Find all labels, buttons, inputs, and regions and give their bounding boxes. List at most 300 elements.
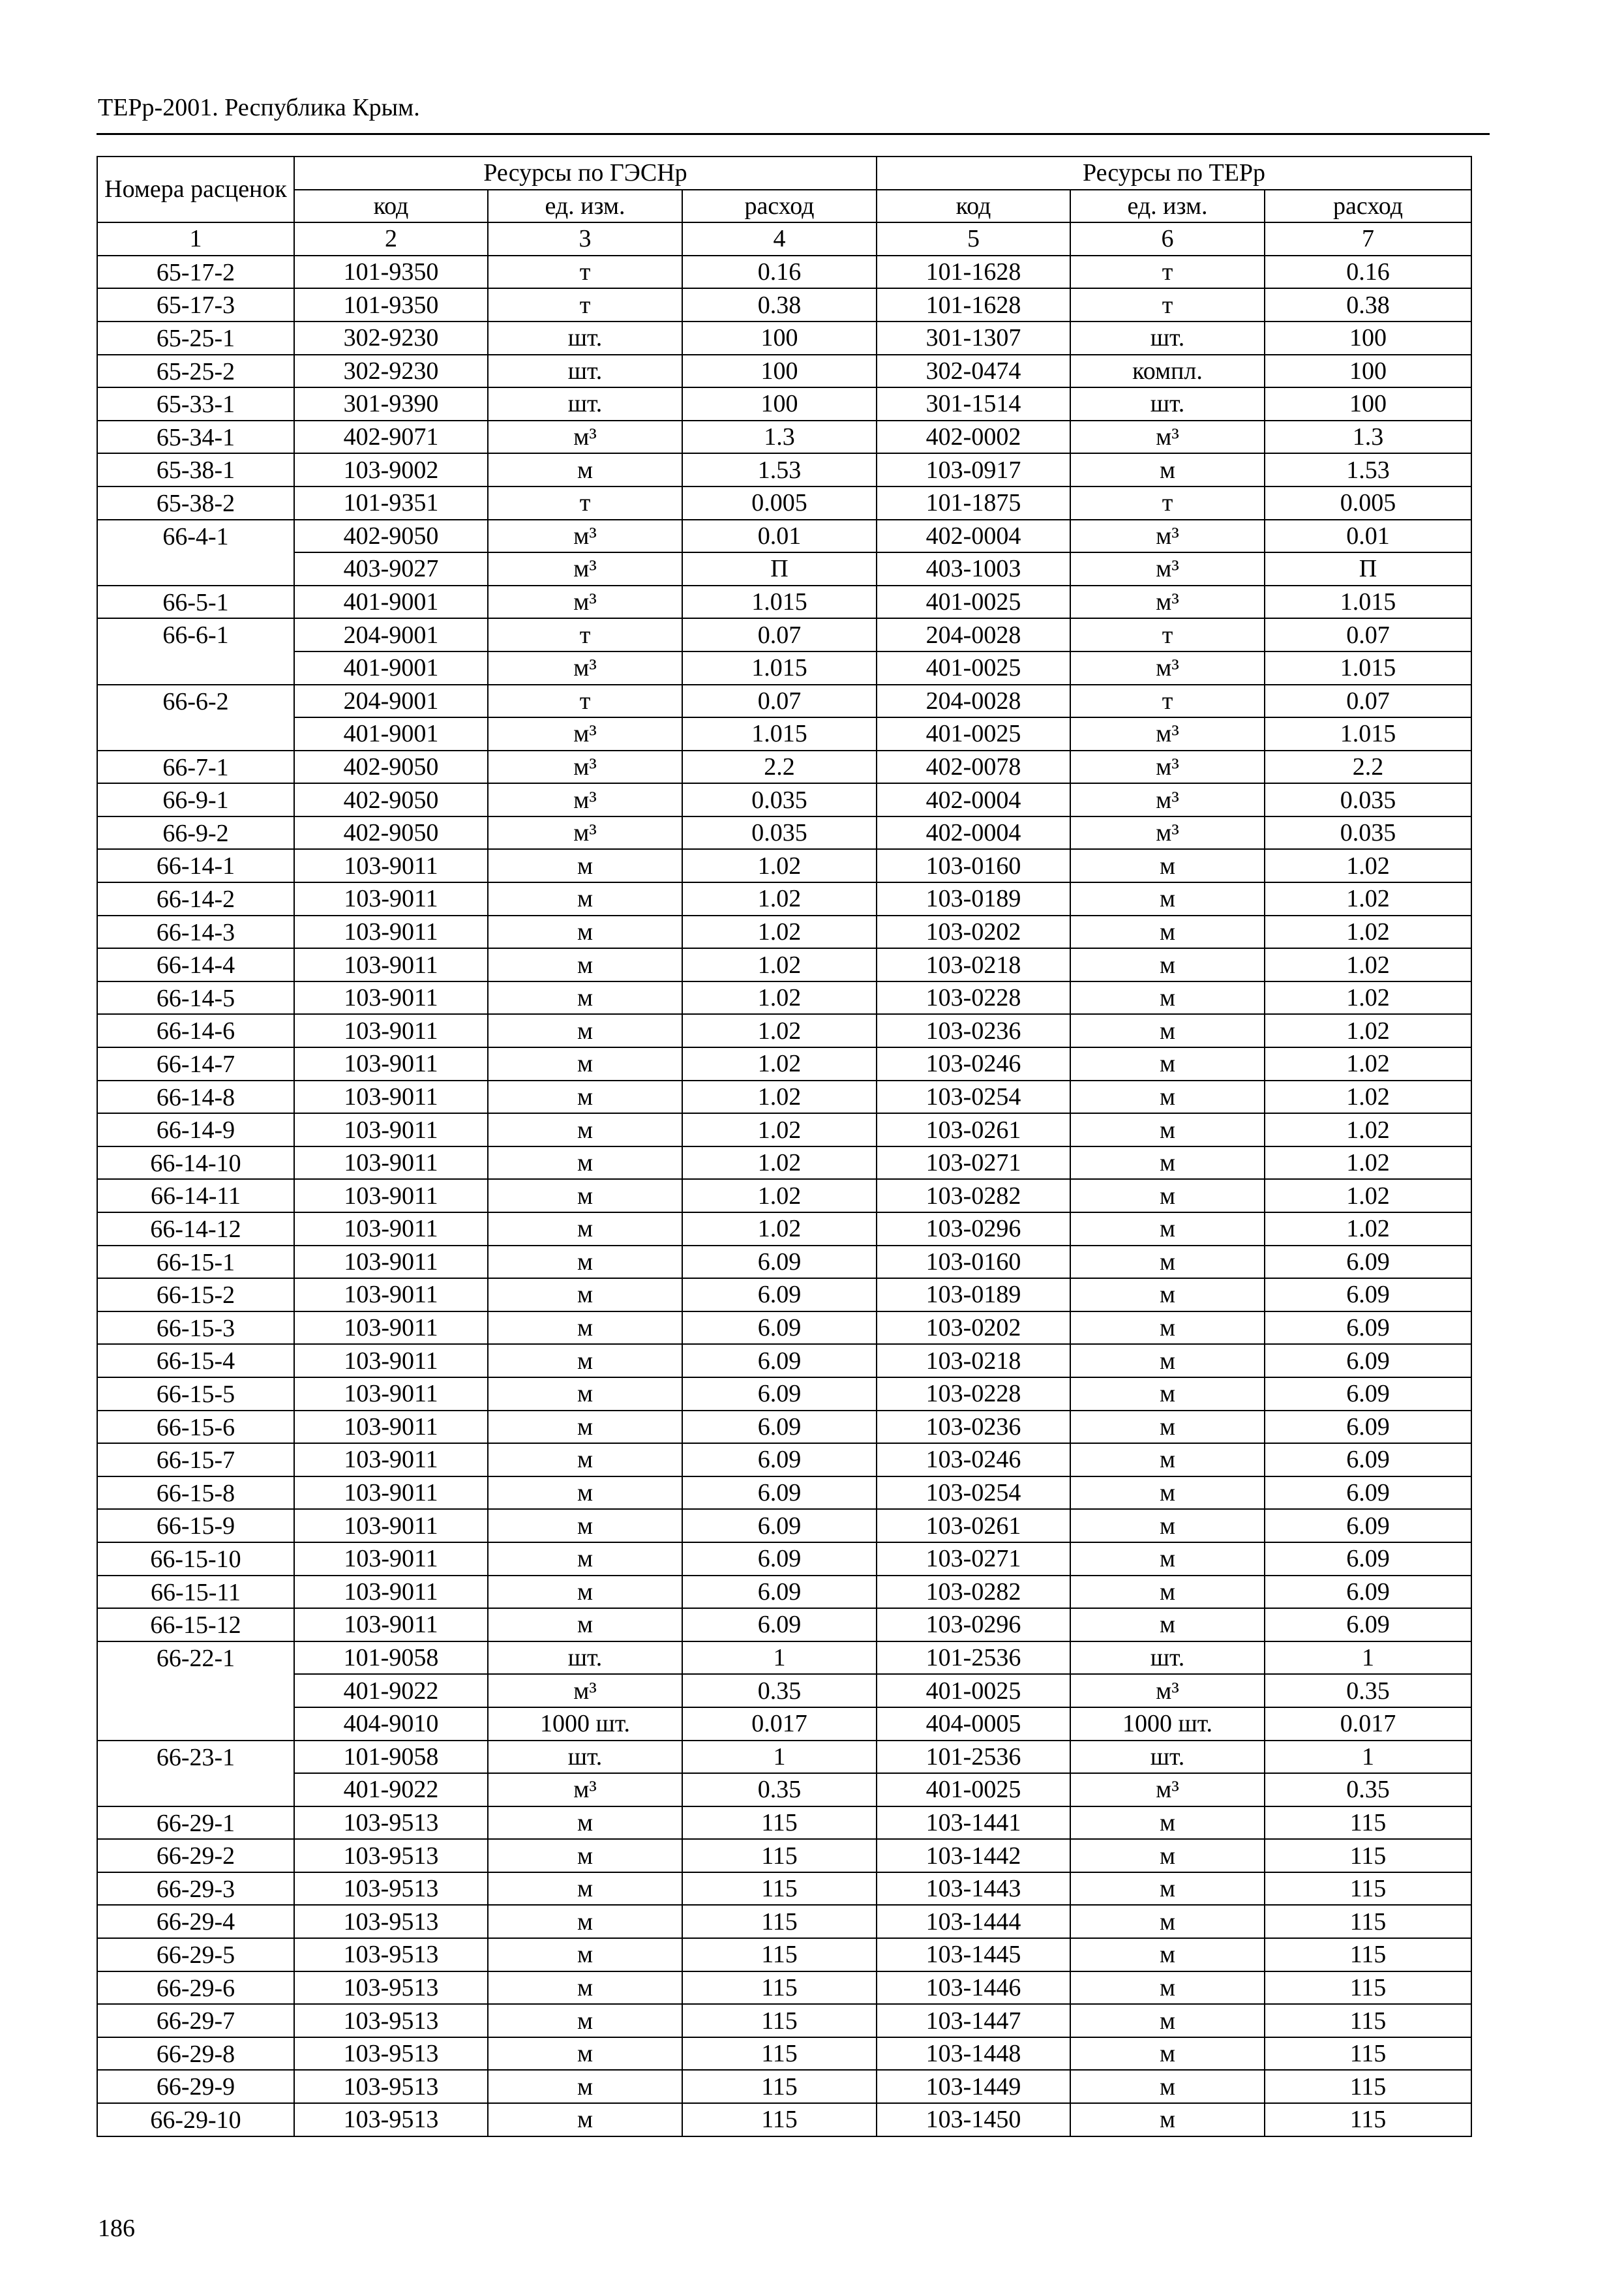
- table-row: [97, 1476, 1471, 1510]
- rate-number-cell: 66-29-2: [97, 1839, 294, 1872]
- gesn-unit-cell: м: [488, 1608, 682, 1641]
- ter-code-cell: 101-1628: [877, 288, 1070, 322]
- gesn-unit-cell: м: [488, 1278, 682, 1311]
- gesn-code-cell: 103-9513: [294, 1872, 488, 1906]
- ter-unit-cell: м³: [1070, 586, 1265, 619]
- table-head: [97, 157, 1471, 256]
- ter-code-cell: 101-1875: [877, 486, 1070, 520]
- gesn-amount-cell: 6.09: [682, 1246, 877, 1279]
- ter-code-cell: 103-0271: [877, 1542, 1070, 1576]
- gesn-amount-cell: 1: [682, 1741, 877, 1774]
- gesn-amount-cell: 1.02: [682, 849, 877, 882]
- ter-code-cell: 103-0296: [877, 1212, 1070, 1246]
- ter-unit-cell: м: [1070, 948, 1265, 981]
- ter-amount-cell: 6.09: [1265, 1509, 1471, 1542]
- document-title: ТЕРр-2001. Республика Крым.: [98, 94, 420, 121]
- ter-unit-cell: м: [1070, 1971, 1265, 2005]
- gesn-unit-cell: шт.: [488, 1641, 682, 1675]
- ter-code-cell: 101-2536: [877, 1641, 1070, 1675]
- ter-amount-cell: 1.02: [1265, 849, 1471, 882]
- ter-unit-cell: т: [1070, 256, 1265, 289]
- gesn-code-cell: 101-9350: [294, 256, 488, 289]
- gesn-unit-cell: м³: [488, 783, 682, 816]
- gesn-code-cell: 302-9230: [294, 355, 488, 388]
- ter-code-cell: 401-0025: [877, 1773, 1070, 1806]
- table-row: [97, 1377, 1471, 1411]
- gesn-amount-cell: 1.015: [682, 651, 877, 685]
- table-row: [97, 1081, 1471, 1114]
- gesn-unit-cell: м: [488, 1509, 682, 1542]
- gesn-unit-cell: т: [488, 685, 682, 718]
- gesn-unit-cell: м: [488, 849, 682, 882]
- gesn-amount-cell: 115: [682, 1971, 877, 2005]
- ter-unit-cell: м³: [1070, 1773, 1265, 1806]
- gesn-amount-cell: 6.09: [682, 1311, 877, 1345]
- rate-number-cell: 65-25-1: [97, 322, 294, 355]
- rate-number-cell: 66-14-4: [97, 948, 294, 981]
- table-row: [97, 1047, 1471, 1081]
- rate-numbers-header: Номера расценок: [97, 157, 294, 222]
- rate-number-cell: 65-17-3: [97, 288, 294, 322]
- ter-amount-cell: 6.09: [1265, 1377, 1471, 1411]
- table-row: [97, 1971, 1471, 2005]
- gesn-code-cell: 204-9001: [294, 685, 488, 718]
- ter-code-cell: 103-0296: [877, 1608, 1070, 1641]
- ter-code-cell: 401-0025: [877, 1674, 1070, 1707]
- table-row: [97, 916, 1471, 949]
- ter-unit-cell: м: [1070, 1246, 1265, 1279]
- table-row: [97, 849, 1471, 882]
- ter-amount-cell: 1.02: [1265, 948, 1471, 981]
- ter-code-cell: 103-0246: [877, 1443, 1070, 1476]
- ter-amount-cell: 115: [1265, 2070, 1471, 2103]
- ter-unit-cell: м: [1070, 981, 1265, 1015]
- table-row: [97, 1509, 1471, 1542]
- rate-number-cell: 65-34-1: [97, 421, 294, 454]
- ter-amount-cell: 0.35: [1265, 1674, 1471, 1707]
- ter-unit-cell: м: [1070, 1014, 1265, 1047]
- rate-number-cell: 66-14-10: [97, 1146, 294, 1180]
- ter-code-cell: 103-0202: [877, 1311, 1070, 1345]
- gesn-unit-cell: 1000 шт.: [488, 1707, 682, 1741]
- ter-code-cell: 103-1449: [877, 2070, 1070, 2103]
- gesn-code-cell: 103-9011: [294, 1377, 488, 1411]
- gesn-unit-cell: м: [488, 1081, 682, 1114]
- table-row: [97, 1542, 1471, 1576]
- ter-amount-cell: 1.015: [1265, 586, 1471, 619]
- gesn-unit-cell: м: [488, 1905, 682, 1938]
- ter-unit-cell: м: [1070, 1905, 1265, 1938]
- table-body: [97, 256, 1471, 2136]
- table-row: [97, 1576, 1471, 1609]
- gesn-unit-cell: м³: [488, 816, 682, 850]
- gesn-code-cell: 101-9058: [294, 1741, 488, 1774]
- table-row: [97, 1806, 1471, 1840]
- column-number: 4: [682, 222, 877, 256]
- ter-unit-cell: м: [1070, 849, 1265, 882]
- ter-unit-cell: м³: [1070, 520, 1265, 553]
- rate-number-cell: 66-15-2: [97, 1278, 294, 1311]
- gesn-unit-cell: м³: [488, 552, 682, 586]
- gesn-amount-cell: 6.09: [682, 1278, 877, 1311]
- rate-number-cell: 66-15-1: [97, 1246, 294, 1279]
- gesn-code-cell: 103-9513: [294, 2070, 488, 2103]
- table-row: [97, 2037, 1471, 2071]
- ter-unit-cell: т: [1070, 486, 1265, 520]
- ter-unit-cell: м: [1070, 1509, 1265, 1542]
- gesn-unit-cell: т: [488, 486, 682, 520]
- table-row: [97, 783, 1471, 816]
- ter-amount-cell: 1.02: [1265, 1179, 1471, 1212]
- ter-code-cell: 103-1448: [877, 2037, 1070, 2071]
- table-row: [97, 1741, 1471, 1774]
- gesn-amount-cell: 6.09: [682, 1411, 877, 1444]
- table-row: [97, 520, 1471, 553]
- column-number: 1: [97, 222, 294, 256]
- ter-code-cell: 103-0160: [877, 849, 1070, 882]
- ter-unit-cell: м³: [1070, 421, 1265, 454]
- page-number: 186: [98, 2215, 135, 2242]
- gesn-unit-cell: м³: [488, 1674, 682, 1707]
- rate-number-cell: 66-14-12: [97, 1212, 294, 1246]
- gesn-unit-cell: м: [488, 1311, 682, 1345]
- rate-number-cell: 66-14-2: [97, 882, 294, 916]
- ter-code-cell: 103-0261: [877, 1113, 1070, 1146]
- gesn-amount-cell: 115: [682, 1839, 877, 1872]
- ter-unit-cell: м: [1070, 1608, 1265, 1641]
- gesn-code-cell: 103-9011: [294, 916, 488, 949]
- gesn-unit-cell: м: [488, 1146, 682, 1180]
- gesn-resources-header: Ресурсы по ГЭСНр: [294, 157, 877, 190]
- ter-unit-cell: м: [1070, 1443, 1265, 1476]
- ter-resources-header: Ресурсы по ТЕРр: [877, 157, 1471, 190]
- table-row: [97, 1608, 1471, 1641]
- table-row: [97, 355, 1471, 388]
- rate-number-cell: 66-15-9: [97, 1509, 294, 1542]
- table-row: [97, 1872, 1471, 1906]
- gesn-amount-cell: 115: [682, 2103, 877, 2136]
- gesn-unit-cell: м³: [488, 751, 682, 784]
- ter-code-header: код: [877, 190, 1070, 223]
- ter-code-cell: 103-0236: [877, 1014, 1070, 1047]
- ter-unit-cell: м³: [1070, 552, 1265, 586]
- rate-number-cell: 66-6-2: [97, 685, 294, 751]
- ter-code-cell: 103-0917: [877, 453, 1070, 486]
- ter-amount-cell: 6.09: [1265, 1311, 1471, 1345]
- ter-amount-cell: 1.53: [1265, 453, 1471, 486]
- gesn-code-cell: 103-9513: [294, 2037, 488, 2071]
- ter-unit-cell: м: [1070, 2103, 1265, 2136]
- gesn-code-cell: 103-9513: [294, 2103, 488, 2136]
- ter-amount-cell: 2.2: [1265, 751, 1471, 784]
- gesn-amount-cell: 1.015: [682, 717, 877, 751]
- gesn-amount-cell: 100: [682, 387, 877, 421]
- gesn-unit-cell: м: [488, 1411, 682, 1444]
- ter-amount-cell: 0.01: [1265, 520, 1471, 553]
- table-row: [97, 948, 1471, 981]
- ter-unit-cell: м: [1070, 2037, 1265, 2071]
- gesn-unit-cell: т: [488, 618, 682, 651]
- gesn-amount-cell: 1.02: [682, 1047, 877, 1081]
- table-row: [97, 2004, 1471, 2037]
- ter-amount-cell: 1.02: [1265, 1113, 1471, 1146]
- ter-unit-cell: компл.: [1070, 355, 1265, 388]
- gesn-code-cell: 401-9022: [294, 1674, 488, 1707]
- table-row: [97, 256, 1471, 289]
- ter-code-cell: 103-0202: [877, 916, 1070, 949]
- rate-number-cell: 66-15-5: [97, 1377, 294, 1411]
- rate-number-cell: 66-23-1: [97, 1741, 294, 1806]
- table-row: [97, 322, 1471, 355]
- ter-amount-header: расход: [1265, 190, 1471, 223]
- gesn-unit-cell: м³: [488, 651, 682, 685]
- table-row: [97, 1179, 1471, 1212]
- gesn-unit-cell: т: [488, 288, 682, 322]
- gesn-unit-cell: м: [488, 1179, 682, 1212]
- gesn-code-cell: 103-9011: [294, 1246, 488, 1279]
- gesn-amount-cell: 6.09: [682, 1542, 877, 1576]
- gesn-amount-cell: 6.09: [682, 1608, 877, 1641]
- ter-code-cell: 103-1444: [877, 1905, 1070, 1938]
- gesn-code-cell: 101-9058: [294, 1641, 488, 1675]
- gesn-amount-cell: 1.02: [682, 1212, 877, 1246]
- gesn-amount-cell: 0.35: [682, 1674, 877, 1707]
- table-row: [97, 1113, 1471, 1146]
- gesn-amount-cell: 6.09: [682, 1443, 877, 1476]
- ter-amount-cell: 0.035: [1265, 783, 1471, 816]
- gesn-code-cell: 103-9011: [294, 1576, 488, 1609]
- gesn-amount-cell: 1.015: [682, 586, 877, 619]
- gesn-amount-cell: 115: [682, 2037, 877, 2071]
- table-row: [97, 1674, 1471, 1707]
- gesn-code-cell: 101-9350: [294, 288, 488, 322]
- ter-amount-cell: 1.02: [1265, 1014, 1471, 1047]
- ter-unit-cell: м: [1070, 1212, 1265, 1246]
- ter-unit-cell: м³: [1070, 783, 1265, 816]
- column-number: 2: [294, 222, 488, 256]
- ter-unit-cell: шт.: [1070, 387, 1265, 421]
- gesn-amount-cell: 0.035: [682, 783, 877, 816]
- gesn-code-cell: 103-9011: [294, 1443, 488, 1476]
- ter-code-cell: 101-2536: [877, 1741, 1070, 1774]
- ter-amount-cell: 0.005: [1265, 486, 1471, 520]
- gesn-amount-cell: 0.005: [682, 486, 877, 520]
- rate-number-cell: 66-22-1: [97, 1641, 294, 1741]
- gesn-unit-cell: м: [488, 1212, 682, 1246]
- rate-number-cell: 66-14-7: [97, 1047, 294, 1081]
- gesn-unit-cell: м: [488, 2004, 682, 2037]
- ter-code-cell: 402-0004: [877, 520, 1070, 553]
- ter-code-cell: 103-1445: [877, 1938, 1070, 1971]
- ter-unit-cell: м: [1070, 1872, 1265, 1906]
- table-row: [97, 816, 1471, 850]
- ter-amount-cell: 6.09: [1265, 1344, 1471, 1377]
- ter-amount-cell: 1: [1265, 1641, 1471, 1675]
- column-number: 5: [877, 222, 1070, 256]
- ter-amount-cell: 0.16: [1265, 256, 1471, 289]
- rate-number-cell: 66-5-1: [97, 586, 294, 619]
- ter-unit-cell: м: [1070, 1542, 1265, 1576]
- rate-number-cell: 66-15-11: [97, 1576, 294, 1609]
- ter-unit-cell: м: [1070, 1179, 1265, 1212]
- gesn-code-cell: 402-9050: [294, 751, 488, 784]
- table-row: [97, 2070, 1471, 2103]
- gesn-unit-cell: м³: [488, 520, 682, 553]
- gesn-amount-cell: 0.16: [682, 256, 877, 289]
- ter-code-cell: 401-0025: [877, 651, 1070, 685]
- ter-code-cell: 301-1307: [877, 322, 1070, 355]
- gesn-amount-cell: 6.09: [682, 1344, 877, 1377]
- table-row: [97, 288, 1471, 322]
- gesn-code-cell: 103-9011: [294, 1081, 488, 1114]
- table-row: [97, 651, 1471, 685]
- rate-number-cell: 66-29-6: [97, 1971, 294, 2005]
- ter-unit-cell: м³: [1070, 1674, 1265, 1707]
- table-row: [97, 1938, 1471, 1971]
- ter-code-cell: 302-0474: [877, 355, 1070, 388]
- table-row: [97, 586, 1471, 619]
- rate-number-cell: 65-17-2: [97, 256, 294, 289]
- ter-unit-cell: м: [1070, 1278, 1265, 1311]
- ter-code-cell: 402-0004: [877, 816, 1070, 850]
- table-row: [97, 1641, 1471, 1675]
- gesn-code-cell: 103-9011: [294, 1476, 488, 1510]
- gesn-unit-cell: м: [488, 2103, 682, 2136]
- gesn-unit-cell: м: [488, 1872, 682, 1906]
- gesn-unit-cell: м: [488, 1806, 682, 1840]
- ter-amount-cell: 115: [1265, 1938, 1471, 1971]
- table-row: [97, 387, 1471, 421]
- rate-number-cell: 66-29-7: [97, 2004, 294, 2037]
- gesn-unit-cell: м: [488, 948, 682, 981]
- ter-amount-cell: 0.035: [1265, 816, 1471, 850]
- ter-code-cell: 402-0002: [877, 421, 1070, 454]
- gesn-code-cell: 103-9011: [294, 981, 488, 1015]
- ter-amount-cell: 6.09: [1265, 1278, 1471, 1311]
- gesn-amount-cell: 1.02: [682, 1081, 877, 1114]
- gesn-unit-cell: м: [488, 453, 682, 486]
- ter-amount-cell: 1.02: [1265, 1146, 1471, 1180]
- ter-code-cell: 103-0282: [877, 1576, 1070, 1609]
- ter-amount-cell: 6.09: [1265, 1246, 1471, 1279]
- gesn-code-cell: 103-9011: [294, 1113, 488, 1146]
- ter-unit-cell: м³: [1070, 717, 1265, 751]
- gesn-code-cell: 402-9050: [294, 783, 488, 816]
- table-row: [97, 453, 1471, 486]
- gesn-unit-cell: м: [488, 1476, 682, 1510]
- ter-code-cell: 103-0189: [877, 882, 1070, 916]
- ter-unit-cell: т: [1070, 685, 1265, 718]
- table-row: [97, 981, 1471, 1015]
- ter-code-cell: 204-0028: [877, 618, 1070, 651]
- table-row: [97, 618, 1471, 651]
- gesn-code-cell: 402-9071: [294, 421, 488, 454]
- gesn-code-cell: 402-9050: [294, 816, 488, 850]
- gesn-amount-cell: 1.02: [682, 948, 877, 981]
- gesn-amount-cell: 0.07: [682, 618, 877, 651]
- table-row: [97, 1278, 1471, 1311]
- ter-unit-cell: м: [1070, 1377, 1265, 1411]
- gesn-code-cell: 401-9022: [294, 1773, 488, 1806]
- ter-unit-cell: м: [1070, 1344, 1265, 1377]
- ter-unit-cell: м: [1070, 1047, 1265, 1081]
- ter-amount-cell: 115: [1265, 1905, 1471, 1938]
- ter-amount-cell: 1.015: [1265, 651, 1471, 685]
- column-number-row: [97, 222, 1471, 256]
- ter-amount-cell: 1.02: [1265, 916, 1471, 949]
- table-row: [97, 1905, 1471, 1938]
- gesn-unit-cell: т: [488, 256, 682, 289]
- ter-amount-cell: 0.07: [1265, 685, 1471, 718]
- table-row: [97, 1707, 1471, 1741]
- ter-amount-cell: 0.35: [1265, 1773, 1471, 1806]
- gesn-code-cell: 103-9011: [294, 1509, 488, 1542]
- gesn-amount-cell: 0.07: [682, 685, 877, 718]
- ter-amount-cell: 115: [1265, 1806, 1471, 1840]
- rate-number-cell: 66-15-12: [97, 1608, 294, 1641]
- gesn-unit-cell: м: [488, 2037, 682, 2071]
- gesn-amount-cell: 0.035: [682, 816, 877, 850]
- gesn-code-cell: 103-9011: [294, 1014, 488, 1047]
- gesn-unit-cell: м³: [488, 586, 682, 619]
- ter-unit-cell: т: [1070, 618, 1265, 651]
- gesn-code-cell: 401-9001: [294, 651, 488, 685]
- table-row: [97, 552, 1471, 586]
- gesn-code-cell: 103-9011: [294, 1411, 488, 1444]
- ter-amount-cell: 115: [1265, 1971, 1471, 2005]
- rate-number-cell: 65-38-1: [97, 453, 294, 486]
- ter-unit-cell: м: [1070, 1806, 1265, 1840]
- ter-unit-cell: 1000 шт.: [1070, 1707, 1265, 1741]
- gesn-amount-cell: 2.2: [682, 751, 877, 784]
- table-row: [97, 1246, 1471, 1279]
- gesn-code-cell: 402-9050: [294, 520, 488, 553]
- ter-unit-cell: т: [1070, 288, 1265, 322]
- gesn-code-cell: 103-9011: [294, 849, 488, 882]
- gesn-code-cell: 103-9011: [294, 1542, 488, 1576]
- gesn-unit-cell: м: [488, 1344, 682, 1377]
- gesn-code-cell: 103-9513: [294, 1971, 488, 2005]
- rate-number-cell: 66-15-8: [97, 1476, 294, 1510]
- gesn-code-cell: 103-9011: [294, 1608, 488, 1641]
- gesn-amount-cell: 115: [682, 1872, 877, 1906]
- gesn-code-header: код: [294, 190, 488, 223]
- ter-code-cell: 103-1441: [877, 1806, 1070, 1840]
- gesn-amount-cell: 115: [682, 2004, 877, 2037]
- rate-number-cell: 66-14-8: [97, 1081, 294, 1114]
- ter-code-cell: 103-0218: [877, 1344, 1070, 1377]
- ter-code-cell: 103-0228: [877, 981, 1070, 1015]
- ter-code-cell: 301-1514: [877, 387, 1070, 421]
- gesn-amount-cell: 1.3: [682, 421, 877, 454]
- gesn-amount-cell: 1: [682, 1641, 877, 1675]
- gesn-code-cell: 101-9351: [294, 486, 488, 520]
- gesn-unit-header: ед. изм.: [488, 190, 682, 223]
- table-row: [97, 1839, 1471, 1872]
- table-row: [97, 1014, 1471, 1047]
- ter-amount-cell: 1.02: [1265, 981, 1471, 1015]
- rate-number-cell: 66-15-4: [97, 1344, 294, 1377]
- rate-number-cell: 66-29-5: [97, 1938, 294, 1971]
- ter-amount-cell: 1.015: [1265, 717, 1471, 751]
- gesn-amount-cell: 6.09: [682, 1509, 877, 1542]
- table-row: [97, 1344, 1471, 1377]
- ter-amount-cell: 115: [1265, 2037, 1471, 2071]
- ter-amount-cell: 115: [1265, 2103, 1471, 2136]
- ter-unit-cell: шт.: [1070, 1741, 1265, 1774]
- ter-code-cell: 402-0004: [877, 783, 1070, 816]
- gesn-amount-cell: 115: [682, 2070, 877, 2103]
